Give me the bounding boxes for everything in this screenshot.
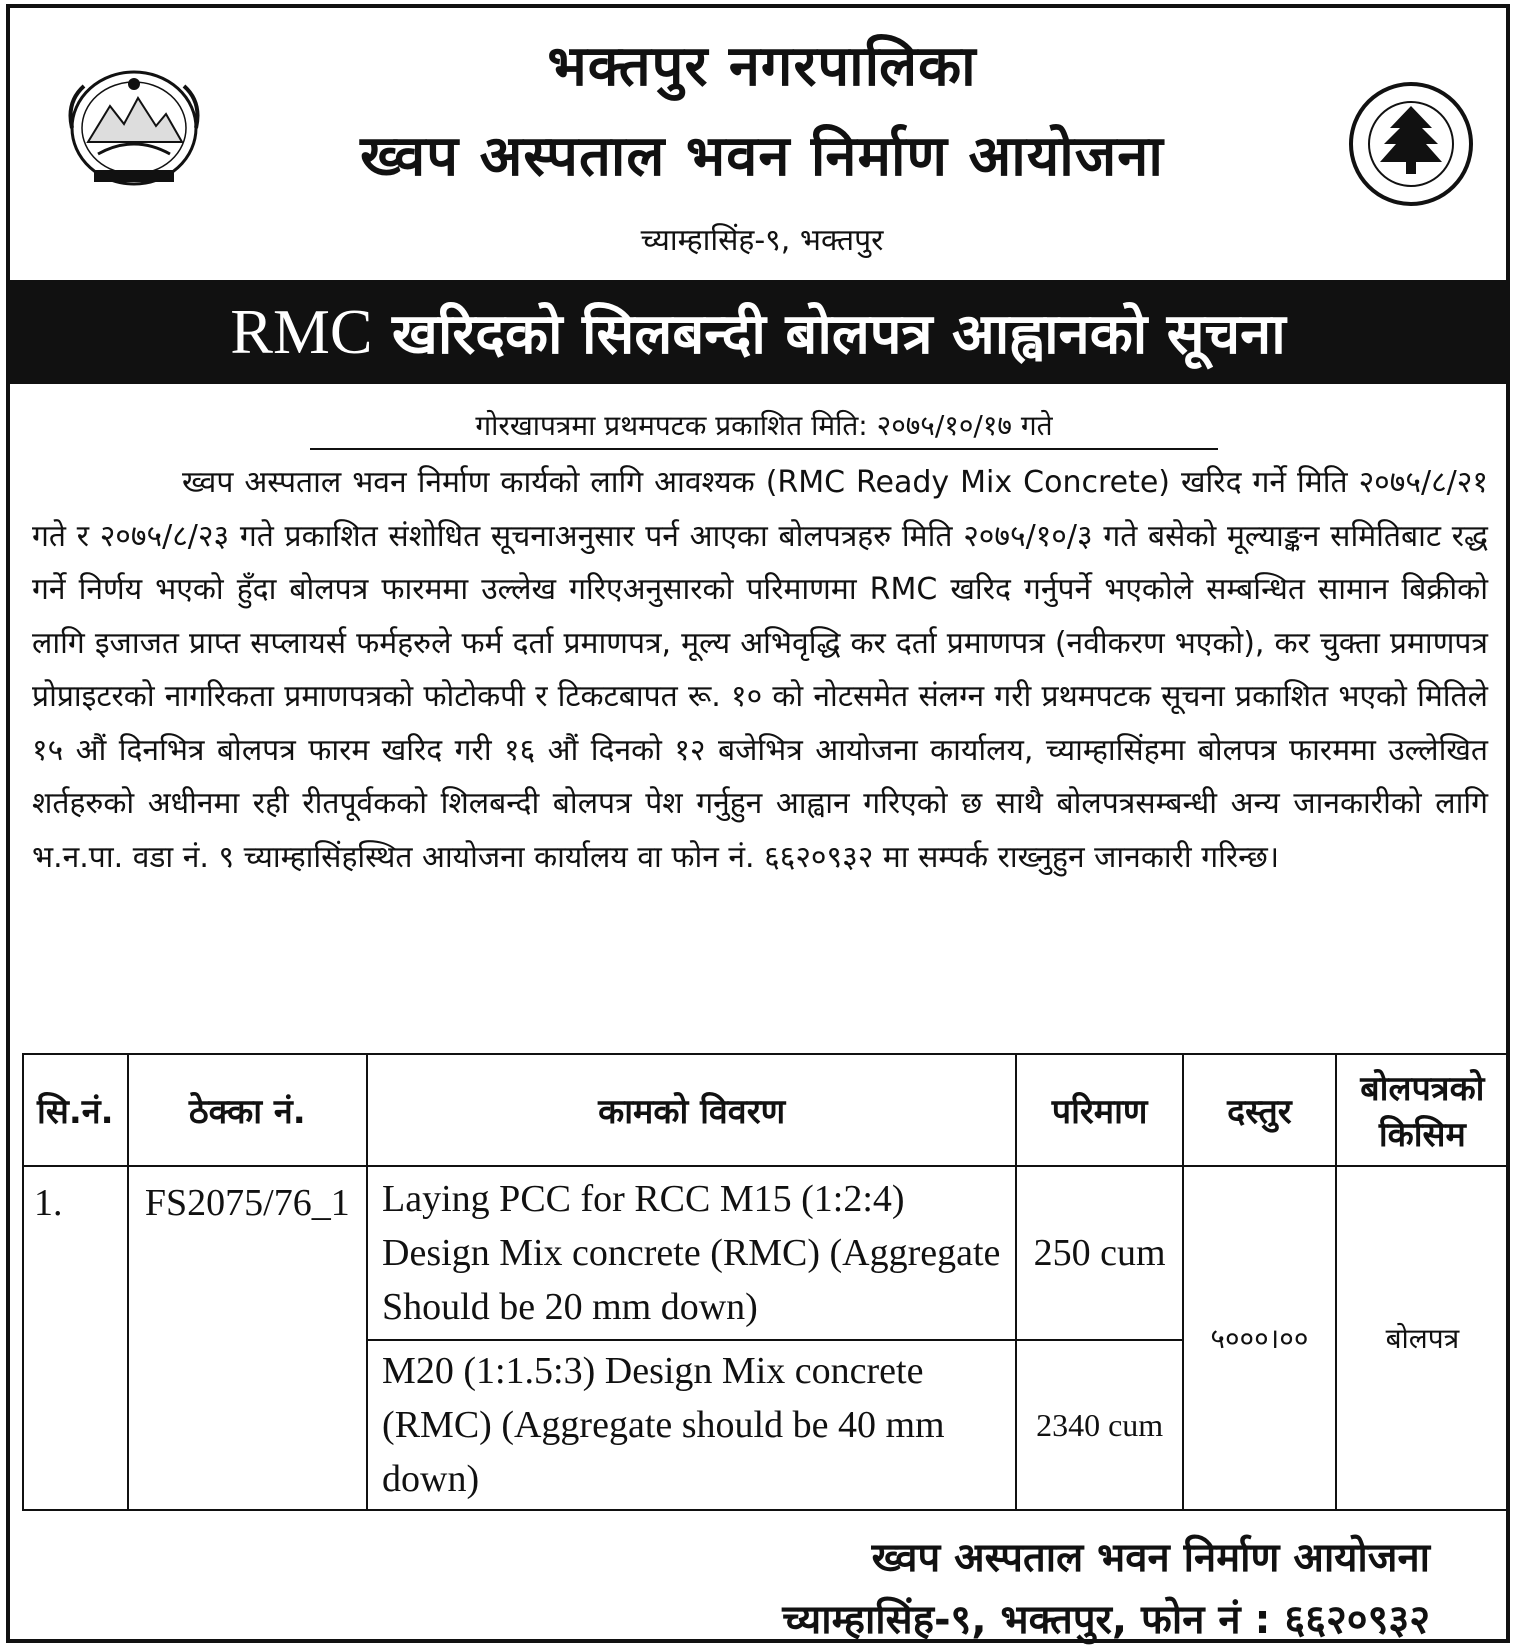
notice-frame — [6, 4, 1510, 1643]
project-title: ख्वप अस्पताल भवन निर्माण आयोजना — [360, 124, 1164, 189]
banner-title: खरिदको सिलबन्दी बोलपत्र आह्वानको सूचना — [372, 302, 1286, 367]
footer-project-name: ख्वप अस्पताल भवन निर्माण आयोजना — [871, 1535, 1430, 1581]
header-description: कामको विवरण — [367, 1054, 1016, 1166]
organization-title: भक्तपुर नगरपालिका — [547, 34, 977, 99]
header-contract-no: ठेक्का नं. — [128, 1054, 367, 1166]
cell-quantity-1: 250 cum — [1016, 1166, 1183, 1340]
cell-contract-no: FS2075/76_1 — [128, 1166, 367, 1510]
table-header-row — [23, 1054, 1509, 1166]
notice-banner — [10, 280, 1506, 384]
cell-fee: ५०००।०० — [1183, 1166, 1336, 1510]
cell-serial: 1. — [23, 1166, 128, 1510]
footer-contact: च्याम्हासिंह-९, भक्तपुर, फोन नं : ६६२०९३२ — [782, 1597, 1430, 1643]
header-serial: सि.नं. — [23, 1054, 128, 1166]
notice-body: ख्वप अस्पताल भवन निर्माण कार्यको लागि आवश्यक (RMC Ready Mix Concrete) खरिद गर्ने मिति २०७५/८/२१ गते र २०७५/८/२३ गते प्रकाशित संशोधित सूचनाअनुसार पर्न आएका बोलपत्रहरु मिति २०७५/१०/३ गते बसेको मूल्याङ्कन समितिबाट रद्ध गर्ने निर्णय भएको हुँदा बोलपत्र फारममा उल्लेख गरिएअनुसारको परिमाणमा RMC खरिद गर्नुपर्ने भएकोले सम्बन्धित सामान बिक्रीको लागि इजाजत प्राप्त सप्लायर्स फर्महरुले फर्म दर्ता प्रमाणपत्र, मूल्य अभिवृद्धि कर दर्ता प्रमाणपत्र (नवीकरण भएको), कर चुक्ता प्रमाणपत्र प्रोप्राइटरको नागरिकता प्रमाणपत्रको फोटोकपी र टिकटबापत रू. १० को नोटसमेत संलग्न गरी प्रथमपटक सूचना प्रकाशित भएको मितिले १५ औं दिनभित्र बोलपत्र फारम खरिद गरी १६ औं दिनको १२ बजेभित्र आयोजना कार्यालय, च्याम्हासिंहमा बोलपत्र फारममा उल्लेखित शर्तहरुको अधीनमा रही रीतपूर्वकको शिलबन्दी बोलपत्र पेश गर्नुहुन आह्वान गरिएको छ साथै बोलपत्रसम्बन्धी अन्य जानकारीको लागि भ.न.पा. वडा नं. ९ च्याम्हासिंहस्थित आयोजना कार्यालय वा फोन नं. ६६२०९३२ मा सम्पर्क राख्नुहुन जानकारी गरिन्छ। — [32, 465, 1488, 875]
header-quantity: परिमाण — [1016, 1054, 1183, 1166]
cell-quantity-2: 2340 cum — [1016, 1340, 1183, 1510]
publication-date: गोरखापत्रमा प्रथमपटक प्रकाशित मिति: २०७५/१०/१७ गते — [310, 406, 1218, 450]
header-bid-type: बोलपत्रको किसिम — [1336, 1054, 1509, 1166]
header-fee: दस्तुर — [1183, 1054, 1336, 1166]
table-row — [23, 1166, 1509, 1340]
address: च्याम्हासिंह-९, भक्तपुर — [640, 223, 884, 258]
cell-description-2: M20 (1:1.5:3) Design Mix concrete (RMC) (Aggregate should be 40 mm down) — [367, 1340, 1016, 1510]
tender-table — [22, 1053, 1510, 1511]
banner-latin-text: RMC — [230, 296, 373, 367]
cell-description-1: Laying PCC for RCC M15 (1:2:4) Design Mix concrete (RMC) (Aggregate Should be 20 mm down) — [367, 1166, 1016, 1340]
cell-bid-type: बोलपत्र — [1336, 1166, 1509, 1510]
